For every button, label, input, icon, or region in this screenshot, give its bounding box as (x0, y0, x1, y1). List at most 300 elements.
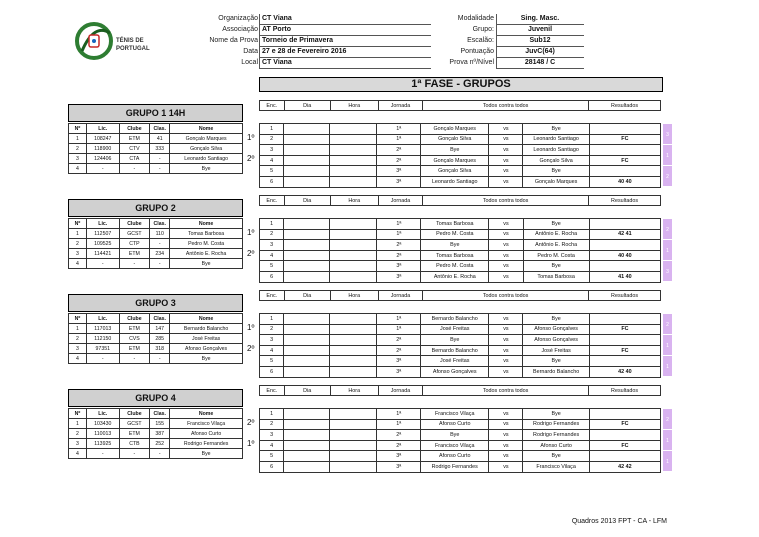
result-rank: 1 (666, 459, 669, 466)
player-column-header: Clas. (150, 219, 170, 229)
match-cell: 2ª (377, 240, 421, 251)
player-cell: 4 (69, 449, 87, 459)
match-cell: Bye (523, 314, 589, 325)
seed-label: 1º (247, 323, 255, 332)
match-cell (329, 451, 376, 462)
match-cell: Antônio E. Rocha (523, 229, 589, 240)
player-row (69, 249, 243, 259)
match-cell: vs (489, 366, 523, 377)
player-cell: 3 (69, 249, 87, 259)
player-cell: GCST (119, 229, 150, 239)
player-header-row (69, 409, 243, 419)
match-cell: 1 (260, 314, 284, 325)
match-column-header: Enc. (260, 291, 285, 301)
match-cell (284, 440, 330, 451)
player-cell: CTB (119, 439, 150, 449)
header-separator (259, 36, 260, 46)
match-cell (329, 155, 376, 166)
match-cell: 42 41 (589, 229, 660, 240)
match-cell: Pedro M. Costa (421, 229, 489, 240)
group-title: GRUPO 4 (68, 389, 243, 407)
match-cell (284, 145, 330, 156)
match-cell: Bernardo Balancho (421, 314, 489, 325)
match-cell: vs (489, 124, 523, 135)
match-column-header: Todos contra todos (423, 386, 589, 396)
match-cell: 3ª (377, 366, 421, 377)
match-cell (589, 356, 660, 367)
match-cell: 3 (260, 240, 284, 251)
match-column-header: Todos contra todos (423, 101, 589, 111)
player-row (69, 144, 243, 154)
player-cell: 2 (69, 429, 87, 439)
header-value: 27 e 28 de Fevereiro 2016 (262, 48, 347, 55)
match-column-header: Enc. (260, 196, 285, 206)
match-cell: Rodrigo Fernandes (523, 430, 589, 441)
match-column-header: Todos contra todos (423, 291, 589, 301)
match-cell: vs (489, 345, 523, 356)
header-label: Grupo: (472, 26, 494, 33)
group-title: GRUPO 1 14H (68, 104, 243, 122)
match-row (260, 176, 661, 187)
match-row (260, 440, 661, 451)
match-cell: 1ª (377, 219, 421, 230)
logo-text: TÉNIS DE PORTUGAL (116, 38, 150, 52)
match-cell: vs (489, 324, 523, 335)
match-row (260, 356, 661, 367)
match-cell: 1ª (377, 324, 421, 335)
match-cell: 5 (260, 166, 284, 177)
header-rule (496, 46, 584, 47)
header-separator (259, 14, 260, 24)
match-cell: Bye (523, 451, 589, 462)
match-cell (589, 335, 660, 346)
player-cell: CTA (119, 154, 150, 164)
match-cell (329, 356, 376, 367)
match-header-table (259, 100, 661, 111)
player-header-row (69, 314, 243, 324)
match-cell: Afonso Gonçalves (421, 366, 489, 377)
match-cell: 1ª (377, 409, 421, 420)
match-cell (329, 261, 377, 272)
match-cell: Antônio E. Rocha (523, 240, 589, 251)
match-cell: 5 (260, 261, 284, 272)
match-cell: 2ª (377, 145, 421, 156)
header-value: Torneio de Primavera (262, 37, 334, 44)
match-cell: 3 (260, 430, 284, 441)
match-row (260, 419, 661, 430)
match-cell: Bye (523, 409, 589, 420)
result-rank: 2 (666, 322, 669, 328)
header-label: Associação (222, 26, 258, 33)
match-cell (329, 166, 376, 177)
match-row (260, 261, 661, 272)
match-column-header: Jornada (378, 386, 422, 396)
player-row (69, 439, 243, 449)
seed-label: 1º (247, 439, 255, 448)
match-cell (284, 240, 330, 251)
header-rule (259, 35, 431, 36)
player-cell: 1 (69, 134, 87, 144)
match-cell: vs (489, 176, 523, 187)
match-cell: vs (489, 261, 523, 272)
match-row (260, 229, 661, 240)
match-cell: 2ª (377, 155, 421, 166)
match-cell: Rodrigo Fernandes (421, 461, 489, 472)
match-cell (329, 250, 377, 261)
match-column-header: Hora (330, 291, 378, 301)
header-value: CT Viana (262, 59, 292, 66)
match-cell: 2ª (377, 250, 421, 261)
match-cell: 3ª (377, 451, 421, 462)
player-column-header: Nº (69, 409, 87, 419)
player-cell: - (119, 259, 150, 269)
player-cell: 108247 (86, 134, 119, 144)
player-column-header: Clube (119, 409, 150, 419)
player-cell: 252 (150, 439, 170, 449)
player-row (69, 344, 243, 354)
player-cell: Pedro M. Costa (170, 239, 243, 249)
player-cell: Afonso Curto (170, 429, 243, 439)
match-cell: vs (489, 356, 523, 367)
player-cell: 147 (150, 324, 170, 334)
match-cell: José Freitas (523, 345, 589, 356)
footer-text: Quadros 2013 FPT - CA - LFM (571, 518, 667, 525)
player-cell: ETM (119, 134, 150, 144)
match-cell (589, 219, 660, 230)
match-cell (589, 124, 660, 135)
player-cell: Bye (170, 164, 243, 174)
player-column-header: Clas. (150, 314, 170, 324)
match-cell (589, 240, 660, 251)
match-cell: FC (589, 345, 660, 356)
player-cell: 114421 (86, 249, 119, 259)
match-cell (329, 145, 376, 156)
match-row (260, 409, 661, 420)
match-cell: vs (489, 145, 523, 156)
match-cell: Gonçalo Marques (421, 155, 489, 166)
match-cell: 41 40 (589, 271, 660, 282)
match-cell: Bernardo Balancho (421, 345, 489, 356)
player-cell: GCST (119, 419, 150, 429)
player-cell: Tomas Barbosa (170, 229, 243, 239)
result-rank: 1 (666, 153, 669, 160)
match-cell (589, 451, 660, 462)
player-cell: - (150, 239, 170, 249)
player-row (69, 419, 243, 429)
match-row (260, 271, 661, 282)
player-row (69, 259, 243, 269)
phase-title: 1ª FASE - GRUPOS (259, 77, 663, 92)
player-cell: 118900 (86, 144, 119, 154)
seed-label: 2º (247, 249, 255, 258)
match-cell: Francisco Vilaça (421, 409, 489, 420)
match-cell: José Freitas (421, 324, 489, 335)
match-cell (329, 219, 377, 230)
match-cell (589, 261, 660, 272)
player-cell: Gonçalo Silva (170, 144, 243, 154)
header-value: Sub12 (529, 37, 551, 44)
match-header-row (260, 291, 661, 301)
player-cell: CTV (119, 144, 150, 154)
player-cell: - (86, 259, 119, 269)
player-cell: Gonçalo Marques (170, 134, 243, 144)
result-rank: 1 (666, 438, 669, 445)
player-cell: Bye (170, 259, 243, 269)
match-cell (284, 451, 330, 462)
match-column-header: Dia (284, 386, 330, 396)
player-cell: 4 (69, 259, 87, 269)
player-column-header: Clube (119, 124, 150, 134)
match-cell: Afonso Curto (421, 419, 489, 430)
match-cell (329, 461, 376, 472)
match-cell (284, 461, 330, 472)
player-cell: 124406 (86, 154, 119, 164)
match-column-header: Jornada (378, 196, 422, 206)
player-column-header: Lic. (86, 219, 119, 229)
match-column-header: Hora (330, 386, 378, 396)
header-value: CT Viana (262, 15, 292, 22)
seed-label: 2º (247, 418, 255, 427)
match-cell: 3ª (377, 261, 421, 272)
match-cell: Bye (523, 219, 589, 230)
match-cell: Gonçalo Marques (523, 176, 589, 187)
player-cell: ETM (119, 344, 150, 354)
player-row (69, 134, 243, 144)
match-cell (329, 314, 376, 325)
player-cell: Rodrigo Fernandes (170, 439, 243, 449)
match-cell (284, 124, 330, 135)
header-rule (496, 24, 584, 25)
match-cell: 42 40 (589, 366, 660, 377)
match-cell (284, 176, 330, 187)
match-cell: 42 42 (589, 461, 660, 472)
player-row (69, 164, 243, 174)
match-cell (284, 324, 330, 335)
match-cell: Tomas Barbosa (421, 219, 489, 230)
match-cell: 1ª (377, 419, 421, 430)
match-cell: 2ª (377, 430, 421, 441)
match-cell: Pedro M. Costa (421, 261, 489, 272)
match-cell: 5 (260, 356, 284, 367)
player-column-header: Clube (119, 219, 150, 229)
match-row (260, 366, 661, 377)
player-row (69, 154, 243, 164)
match-cell: 6 (260, 461, 284, 472)
match-cell (329, 440, 376, 451)
match-cell (284, 229, 330, 240)
player-cell: 110 (150, 229, 170, 239)
match-cell: vs (489, 229, 523, 240)
group-title: GRUPO 2 (68, 199, 243, 217)
match-column-header: Resultados (589, 101, 661, 111)
player-header-row (69, 219, 243, 229)
match-cell: 1 (260, 409, 284, 420)
player-cell: 3 (69, 439, 87, 449)
player-cell: ETM (119, 324, 150, 334)
player-row (69, 324, 243, 334)
match-cell: Bye (421, 145, 489, 156)
player-column-header: Nº (69, 124, 87, 134)
match-cell: vs (489, 335, 523, 346)
player-column-header: Nº (69, 314, 87, 324)
header-value: 28148 / C (524, 59, 556, 66)
match-cell: Afonso Curto (523, 440, 589, 451)
player-cell: 112507 (86, 229, 119, 239)
header-label: Organização (218, 15, 258, 22)
player-cell: - (150, 164, 170, 174)
match-row (260, 430, 661, 441)
match-cell: 4 (260, 440, 284, 451)
player-cell: 3 (69, 344, 87, 354)
player-cell: ETM (119, 249, 150, 259)
match-cell: Bye (523, 124, 589, 135)
player-cell: 1 (69, 419, 87, 429)
match-cell (329, 229, 377, 240)
match-cell: Bye (421, 430, 489, 441)
player-cell: Leonardo Santiago (170, 154, 243, 164)
match-cell: Afonso Gonçalves (523, 324, 589, 335)
header-value: Sing. Masc. (520, 15, 560, 22)
match-cell: 2ª (377, 345, 421, 356)
player-cell: 1 (69, 229, 87, 239)
player-cell: - (150, 259, 170, 269)
player-cell: 3 (69, 154, 87, 164)
header-rule (259, 24, 431, 25)
match-cell: 2ª (377, 335, 421, 346)
header-label: Nome da Prova (209, 37, 258, 44)
result-rank: 2 (666, 227, 669, 233)
match-row (260, 324, 661, 335)
player-column-header: Nome (170, 124, 243, 134)
seed-label: 1º (247, 228, 255, 237)
group-players-table (68, 408, 243, 459)
match-cell (284, 261, 330, 272)
match-cell: Tomas Barbosa (421, 250, 489, 261)
match-cell (329, 335, 376, 346)
player-cell: Bye (170, 354, 243, 364)
match-cell (284, 409, 330, 420)
match-header-table (259, 290, 661, 301)
player-column-header: Clas. (150, 124, 170, 134)
group-players-table (68, 123, 243, 174)
player-column-header: Lic. (86, 314, 119, 324)
player-cell: 2 (69, 334, 87, 344)
header-value: AT Porto (262, 26, 292, 33)
match-cell: 2 (260, 324, 284, 335)
match-table (259, 408, 661, 473)
match-cell: Bye (523, 166, 589, 177)
seed-label: 2º (247, 154, 255, 163)
player-cell: - (119, 354, 150, 364)
match-cell: Bernardo Balancho (523, 366, 589, 377)
match-cell: 2 (260, 134, 284, 145)
match-cell: Bye (523, 261, 589, 272)
match-cell (329, 430, 376, 441)
match-cell: FC (589, 440, 660, 451)
match-column-header: Hora (330, 101, 378, 111)
match-cell: 2 (260, 419, 284, 430)
header-rule (259, 46, 431, 47)
match-cell (329, 409, 376, 420)
player-cell: - (119, 164, 150, 174)
match-cell: vs (489, 451, 523, 462)
player-cell: 285 (150, 334, 170, 344)
match-header-row (260, 101, 661, 111)
match-cell: Bye (421, 335, 489, 346)
match-cell: 1ª (377, 124, 421, 135)
match-cell: 4 (260, 345, 284, 356)
player-cell: 387 (150, 429, 170, 439)
result-rank: 3 (666, 132, 669, 138)
match-cell (284, 430, 330, 441)
match-cell: 3ª (377, 461, 421, 472)
player-cell: Francisco Vilaça (170, 419, 243, 429)
match-column-header: Hora (330, 196, 378, 206)
match-header-table (259, 385, 661, 396)
match-row (260, 219, 661, 230)
match-header-table (259, 195, 661, 206)
player-cell: 117013 (86, 324, 119, 334)
match-table (259, 218, 661, 283)
header-rule (259, 57, 431, 58)
match-cell: Tomas Barbosa (523, 271, 589, 282)
match-column-header: Enc. (260, 386, 285, 396)
match-cell (284, 155, 330, 166)
player-cell: Afonso Gonçalves (170, 344, 243, 354)
match-cell: 3ª (377, 166, 421, 177)
group-players-table (68, 218, 243, 269)
match-cell (589, 166, 660, 177)
match-cell: vs (489, 240, 523, 251)
match-cell (589, 430, 660, 441)
player-cell: 4 (69, 164, 87, 174)
match-cell (284, 419, 330, 430)
match-column-header: Dia (284, 101, 330, 111)
player-cell: 234 (150, 249, 170, 259)
match-cell (284, 219, 330, 230)
match-cell (284, 335, 330, 346)
match-cell: 2 (260, 229, 284, 240)
header-label: Local (241, 59, 258, 66)
player-cell: 97351 (86, 344, 119, 354)
match-cell (589, 145, 660, 156)
match-cell (329, 176, 376, 187)
match-cell: vs (489, 314, 523, 325)
result-rank: 2 (666, 417, 669, 423)
match-cell: 3 (260, 145, 284, 156)
player-row (69, 354, 243, 364)
match-cell: vs (489, 419, 523, 430)
match-cell (284, 166, 330, 177)
player-cell: 112150 (86, 334, 119, 344)
match-row (260, 145, 661, 156)
player-column-header: Nº (69, 219, 87, 229)
header-label: Data (243, 48, 258, 55)
match-column-header: Enc. (260, 101, 285, 111)
match-cell: Rodrigo Fernandes (523, 419, 589, 430)
player-cell: Antônio E. Rocha (170, 249, 243, 259)
match-cell: 6 (260, 366, 284, 377)
match-cell: Afonso Curto (421, 451, 489, 462)
match-cell (284, 271, 330, 282)
match-cell: Gonçalo Marques (421, 124, 489, 135)
player-row (69, 334, 243, 344)
player-cell: 109525 (86, 239, 119, 249)
match-cell: 3ª (377, 176, 421, 187)
header-label: Escalão: (467, 37, 494, 44)
match-cell: 2ª (377, 440, 421, 451)
player-column-header: Clube (119, 314, 150, 324)
